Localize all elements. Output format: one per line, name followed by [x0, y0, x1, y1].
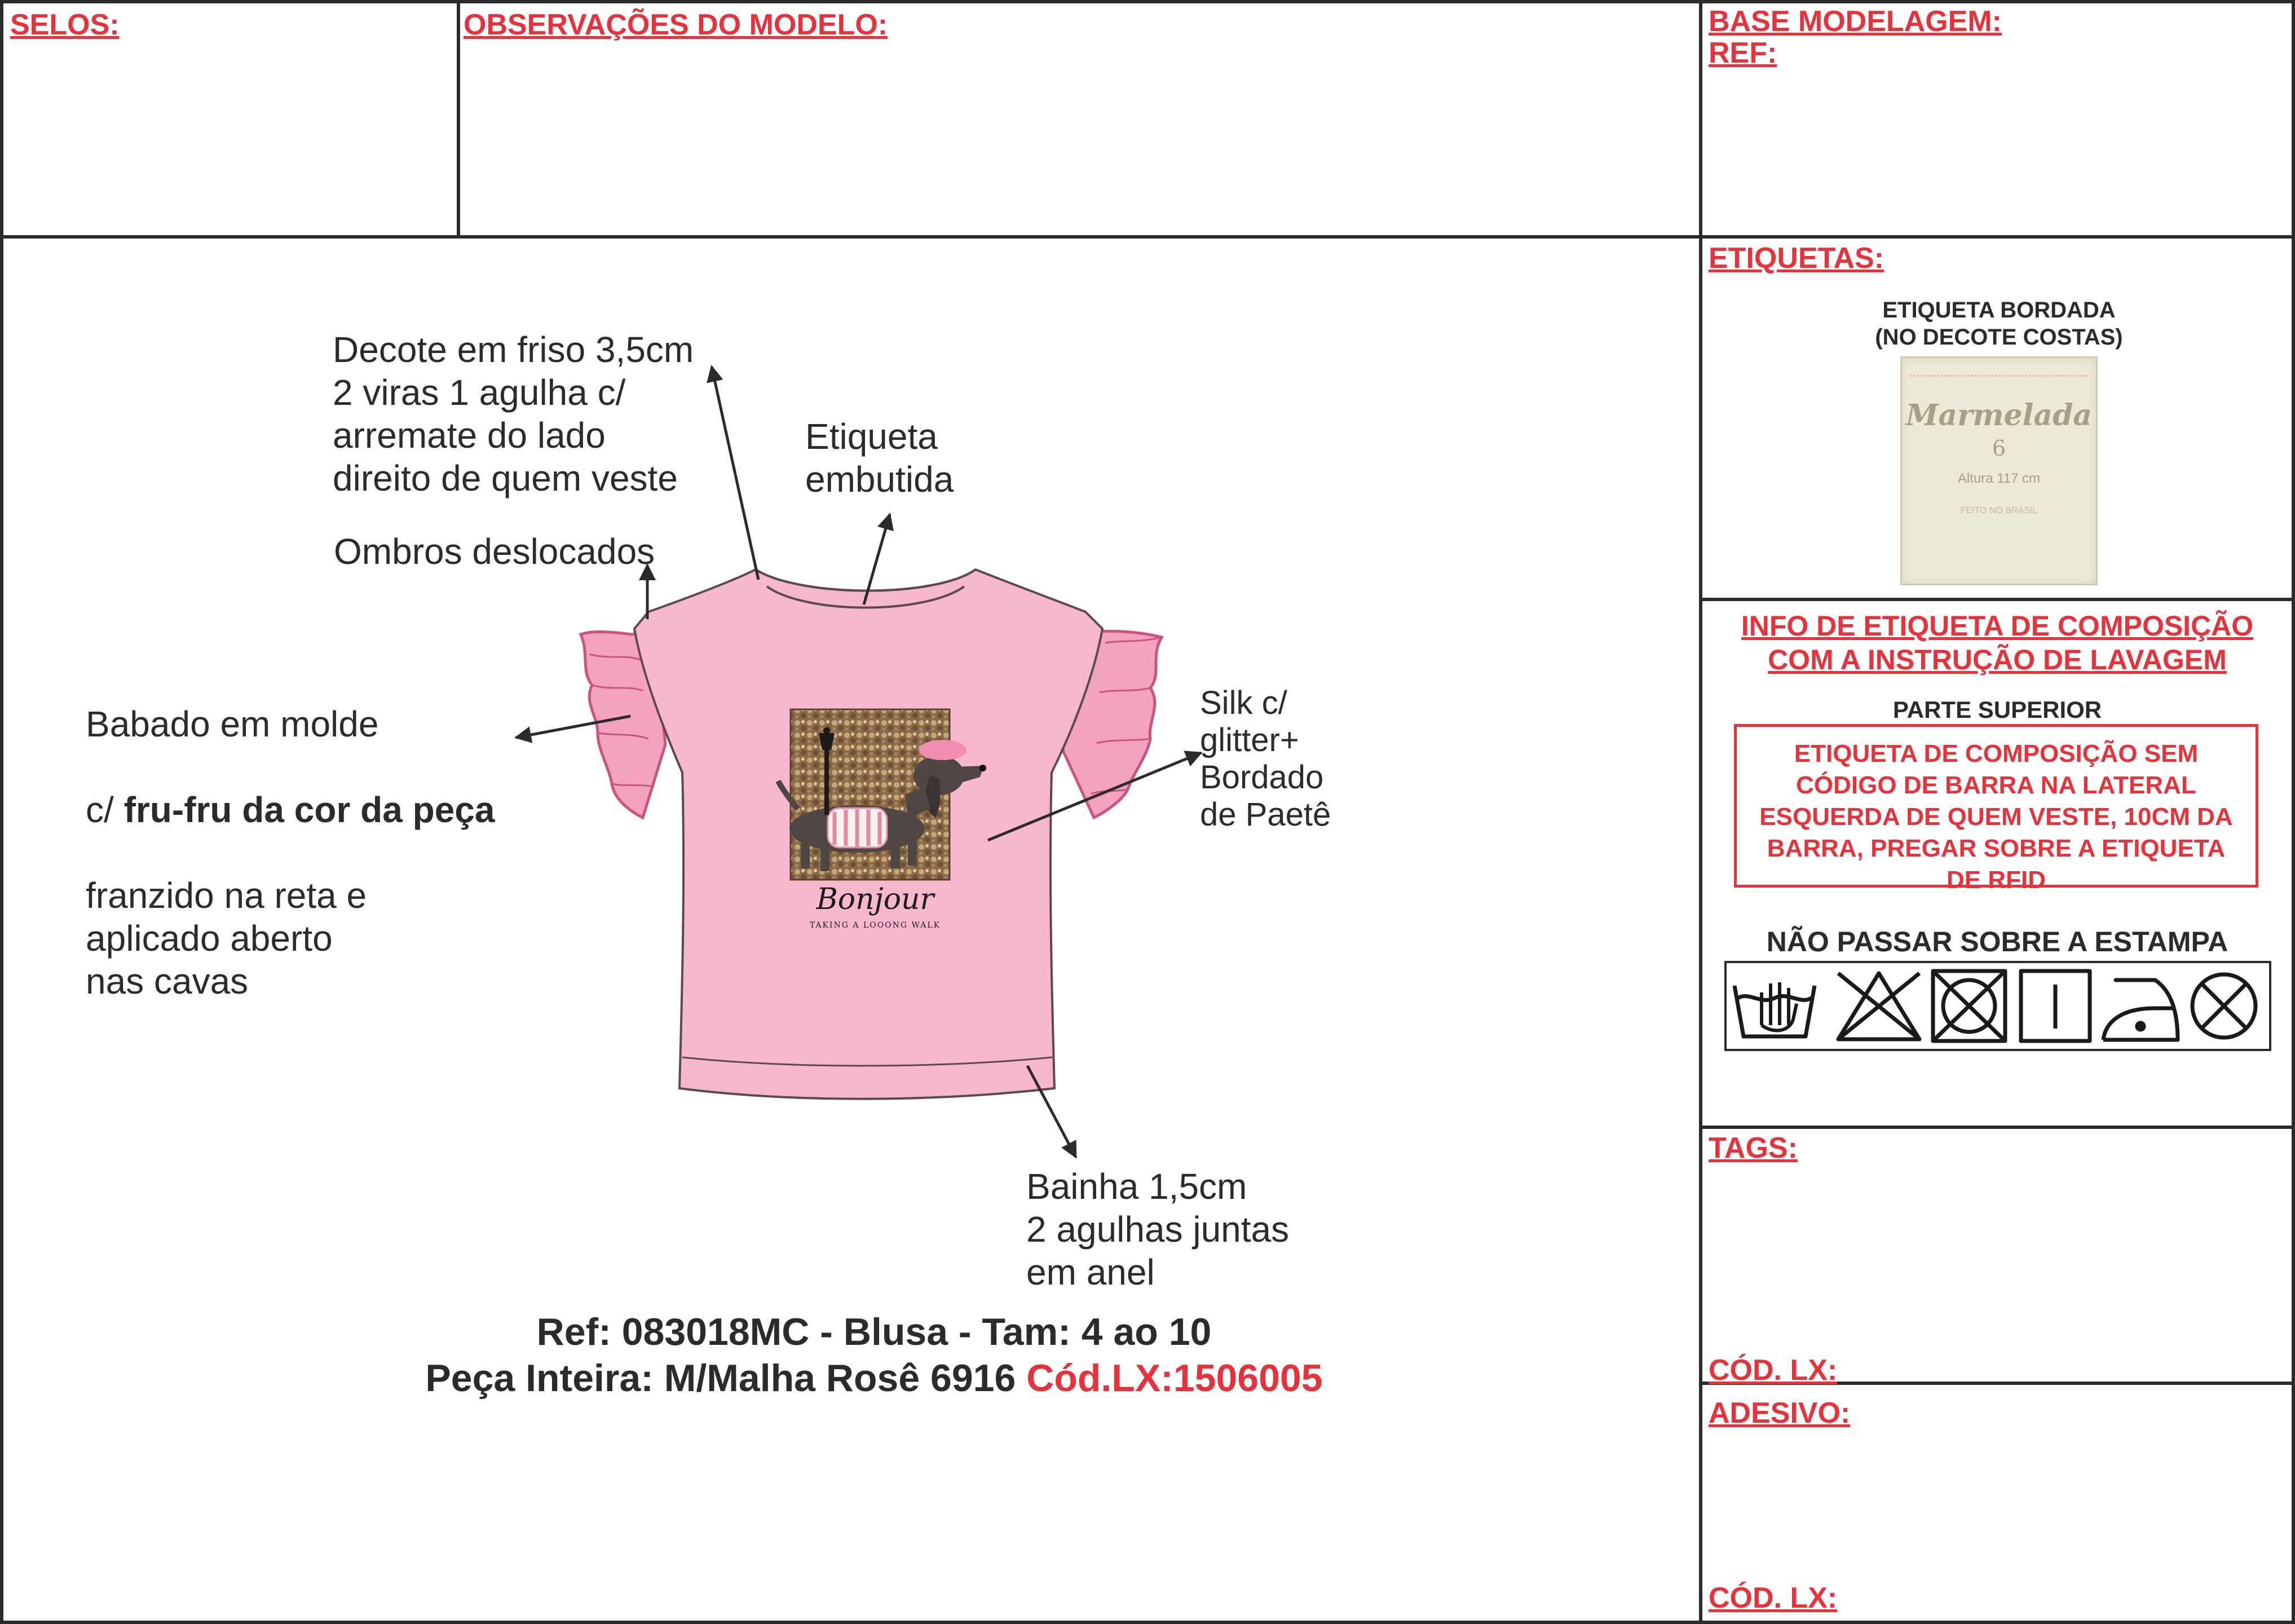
note-ombros: Ombros deslocados: [334, 531, 655, 572]
note-bainha: Bainha 1,5cm 2 agulhas juntas em anel: [1026, 1166, 1290, 1292]
cod-lx-adesivo: CÓD. LX:: [1709, 1582, 1838, 1614]
label-origin: FEITO NO BRASIL: [1960, 506, 2038, 515]
label-height: Altura 117 cm: [1957, 471, 2041, 486]
print-subtitle: TAKING A LOOONG WALK: [809, 921, 941, 930]
parte-superior-label: PARTE SUPERIOR: [1892, 696, 2102, 723]
no-bleach-icon: [1838, 973, 1919, 1039]
base-modelagem-label: BASE MODELAGEM:: [1709, 5, 2002, 38]
etiquetas-divider: [1699, 598, 2295, 601]
care-symbols-box: [1724, 961, 2271, 1051]
note-babado-bold: fru-fru da cor da peça: [123, 789, 495, 830]
adesivo-label: ADESIVO:: [1709, 1397, 1851, 1429]
arrow-decote: [712, 367, 758, 580]
note-decote: Decote em friso 3,5cm 2 viras 1 agulha c/ arremate do lado direito de quem veste: [333, 329, 694, 498]
note-etiqueta-embutida: Etiqueta embutida: [805, 416, 954, 500]
info-composicao-heading: INFO DE ETIQUETA DE COMPOSIÇÃO COM A INSTRUÇÃO DE LAVAGEM: [1741, 610, 2254, 676]
note-babado-prefix: c/: [86, 789, 124, 830]
tags-divider: [1699, 1126, 2295, 1129]
etiqueta-caption: ETIQUETA BORDADA (NO DECOTE COSTAS): [1875, 298, 2123, 350]
label-brand: Marmelada: [1905, 398, 2093, 433]
note-babado-line1: Babado em molde: [86, 704, 379, 744]
line-dry-icon: [2021, 971, 2090, 1041]
footer-ref-line1: Ref: 083018MC - Blusa - Tam: 4 ao 10: [536, 1310, 1212, 1353]
nao-passar-label: NÃO PASSAR SOBRE A ESTAMPA: [1766, 926, 2228, 957]
tags-label: TAGS:: [1709, 1132, 1798, 1164]
sidebar-divider: [1699, 0, 1702, 1624]
observacoes-label: OBSERVAÇÕES DO MODELO:: [464, 8, 888, 41]
etiquetas-label: ETIQUETAS:: [1709, 242, 1884, 275]
no-tumble-dry-icon: [1933, 971, 2005, 1041]
selos-divider: [457, 0, 460, 237]
selos-label: SELOS:: [10, 8, 120, 41]
composicao-box: ETIQUETA DE COMPOSIÇÃO SEM CÓDIGO DE BARRA NA LATERAL ESQUERDA DE QUEM VESTE, 10CM DA BARRA, PREGAR SOBRE A ETIQUETA DE RFID: [1734, 724, 2258, 888]
iron-low-icon: [2103, 980, 2178, 1040]
no-dry-clean-icon: [2192, 974, 2256, 1038]
footer-ref-line2-text: Peça Inteira: M/Malha Rosê 6916: [425, 1357, 1027, 1400]
woven-label-image: [1900, 356, 2098, 585]
note-babado: [86, 660, 495, 1045]
footer-ref-line2: [282, 1356, 1466, 1401]
ref-label: REF:: [1709, 37, 1777, 69]
print-title: Bonjour: [816, 882, 934, 916]
footer-cod-lx: Cód.LX:1506005: [1026, 1357, 1323, 1400]
note-babado-rest: franzido na reta e aplicado aberto nas cavas: [86, 875, 367, 1001]
note-silk: Silk c/ glitter+ Bordado de Paetê: [1200, 685, 1331, 833]
label-size: 6: [1992, 436, 2006, 461]
hand-wash-icon: [1735, 982, 1815, 1036]
cod-lx-tags: CÓD. LX:: [1709, 1354, 1838, 1387]
